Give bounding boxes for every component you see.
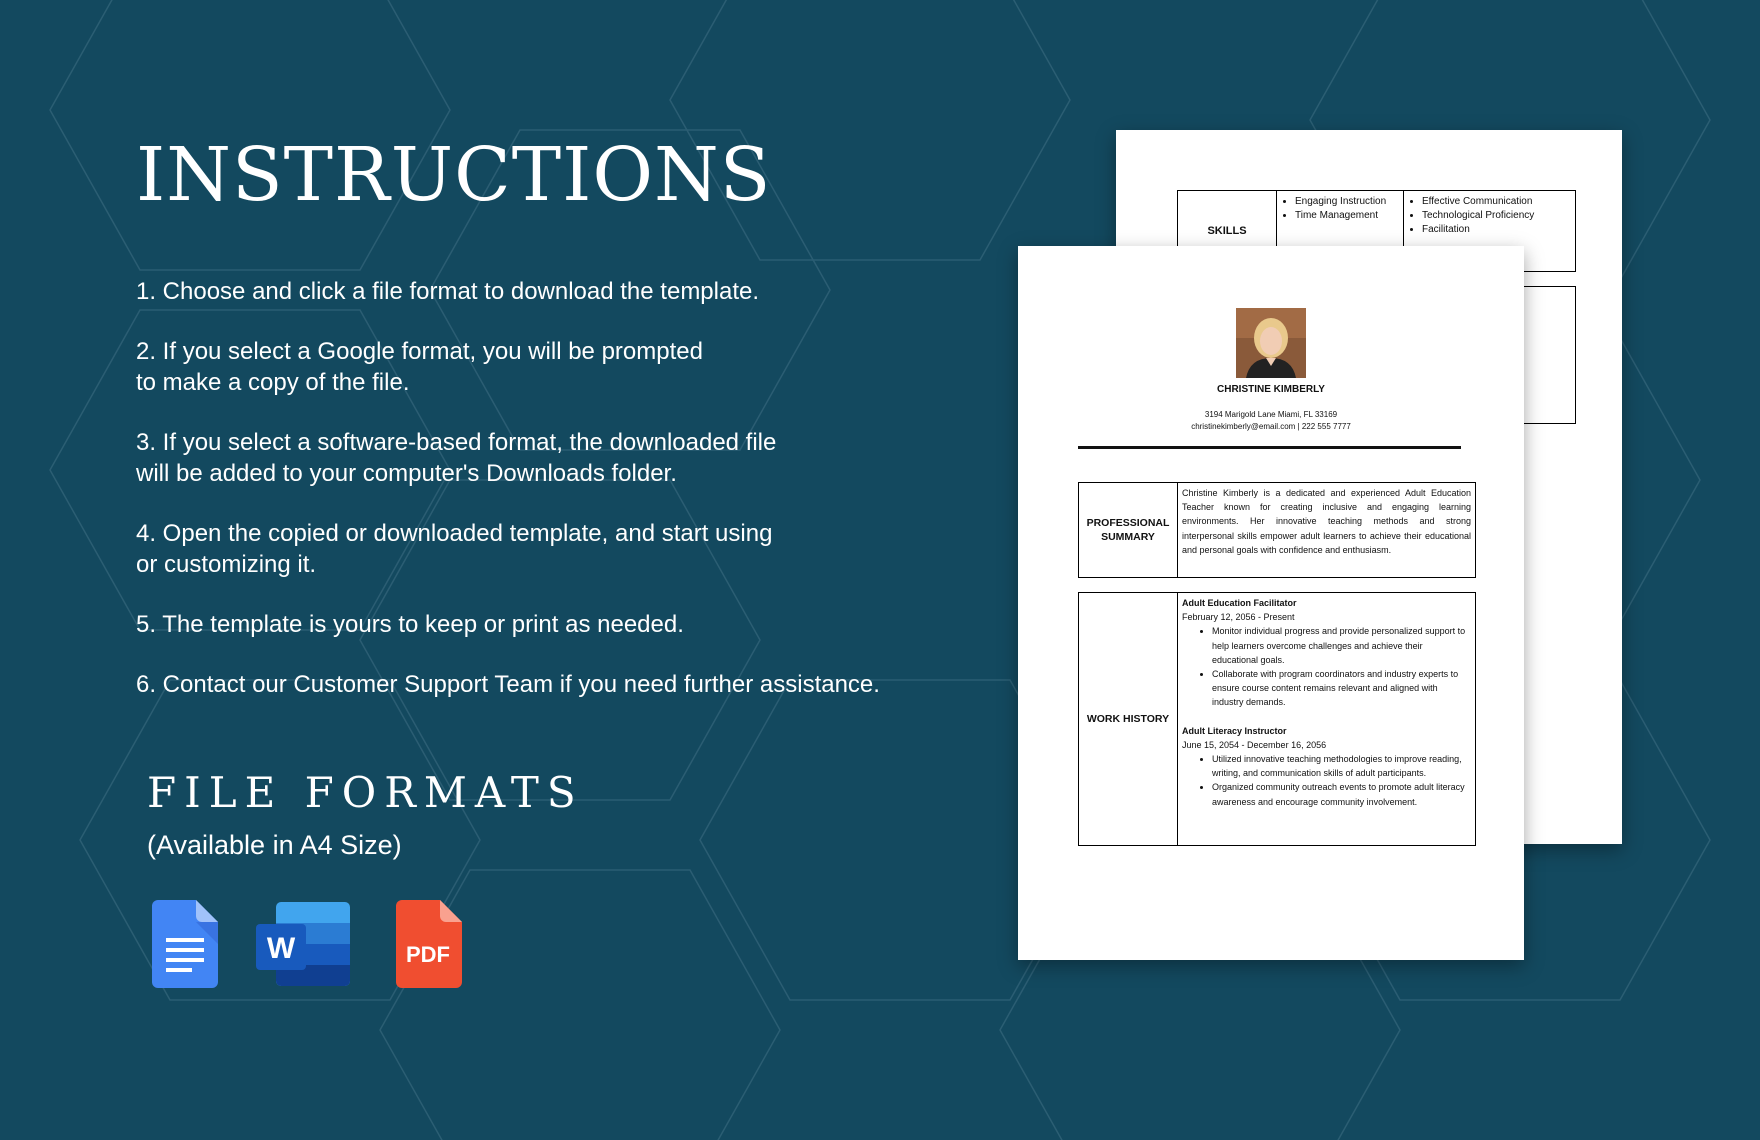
job-bullet: • Utilized innovative teaching methodologies to improve reading, writing, and communication skills of adult participants. — [1212, 752, 1471, 780]
skill-item: • Facilitation — [1422, 223, 1571, 237]
skill-item: • Engaging Instruction — [1295, 195, 1399, 209]
instruction-step: 2. If you select a Google format, you will be prompted to make a copy of the file. — [136, 338, 703, 396]
instruction-step: 4. Open the copied or downloaded template, and start using or customizing it. — [136, 520, 773, 578]
work-history-label: WORK HISTORY — [1079, 593, 1178, 845]
file-formats-heading: FILE FORMATS — [147, 768, 584, 817]
skills-label: SKILLS — [1178, 191, 1277, 271]
job-bullet: • Collaborate with program coordinators and industry experts to ensure course content remains relevant and aligned with industry demands. — [1212, 667, 1471, 710]
resume-name: CHRISTINE KIMBERLY — [1217, 384, 1325, 395]
job-title: Adult Education Facilitator — [1182, 598, 1297, 608]
pdf-icon-label: PDF — [406, 942, 450, 967]
profile-photo — [1236, 308, 1306, 378]
job-bullet: • Monitor individual progress and provide personalized support to help learners overcome challenges and achieve their educational goals. — [1212, 624, 1471, 667]
file-formats-subheading: (Available in A4 Size) — [147, 830, 402, 860]
job-bullet: • Organized community outreach events to promote adult literacy awareness and encourage community involvement. — [1212, 780, 1471, 808]
work-history-content — [1178, 593, 1475, 845]
instruction-step: 6. Contact our Customer Support Team if you need further assistance. — [136, 671, 880, 698]
resume-address: 3194 Marigold Lane Miami, FL 33169 — [1204, 410, 1338, 419]
pdf-icon[interactable] — [396, 900, 462, 988]
skill-item: • Time Management — [1295, 209, 1399, 223]
instruction-step: 3. If you select a software-based format, the downloaded file will be added to your computer's Downloads folder. — [136, 429, 777, 487]
skill-item: • Effective Communication — [1422, 195, 1571, 209]
divider-rule — [1078, 446, 1461, 449]
word-icon-label: W — [266, 932, 296, 965]
skill-item: • Technological Proficiency — [1422, 209, 1571, 223]
professional-summary-table — [1078, 482, 1476, 578]
resume-preview-front-page — [1018, 246, 1524, 960]
resume-contact — [1018, 409, 1524, 433]
job-dates: June 15, 2054 - December 16, 2056 — [1182, 739, 1327, 750]
instruction-step: 1. Choose and click a file format to download the template. — [136, 278, 760, 305]
summary-label: PROFESSIONAL SUMMARY — [1079, 483, 1178, 577]
job-title: Adult Literacy Instructor — [1182, 725, 1287, 736]
job-dates: February 12, 2056 - Present — [1182, 612, 1295, 623]
word-icon[interactable] — [256, 900, 352, 988]
page-title: INSTRUCTIONS — [136, 132, 772, 218]
summary-text: Christine Kimberly is a dedicated and experienced Adult Education Teacher known for creating inclusive and engaging learning environments. Her innovative teaching methods and strong interpersonal skills empower adult learners to achieve their educational and personal goals with confidence and enthusiasm. — [1182, 488, 1471, 555]
work-history-table — [1078, 592, 1476, 846]
resume-email-phone: christinekimberly@email.com | 222 555 7777 — [1191, 422, 1351, 431]
google-docs-icon[interactable] — [152, 900, 218, 988]
instruction-list — [136, 276, 956, 729]
instruction-step: 5. The template is yours to keep or print as needed. — [136, 611, 684, 638]
